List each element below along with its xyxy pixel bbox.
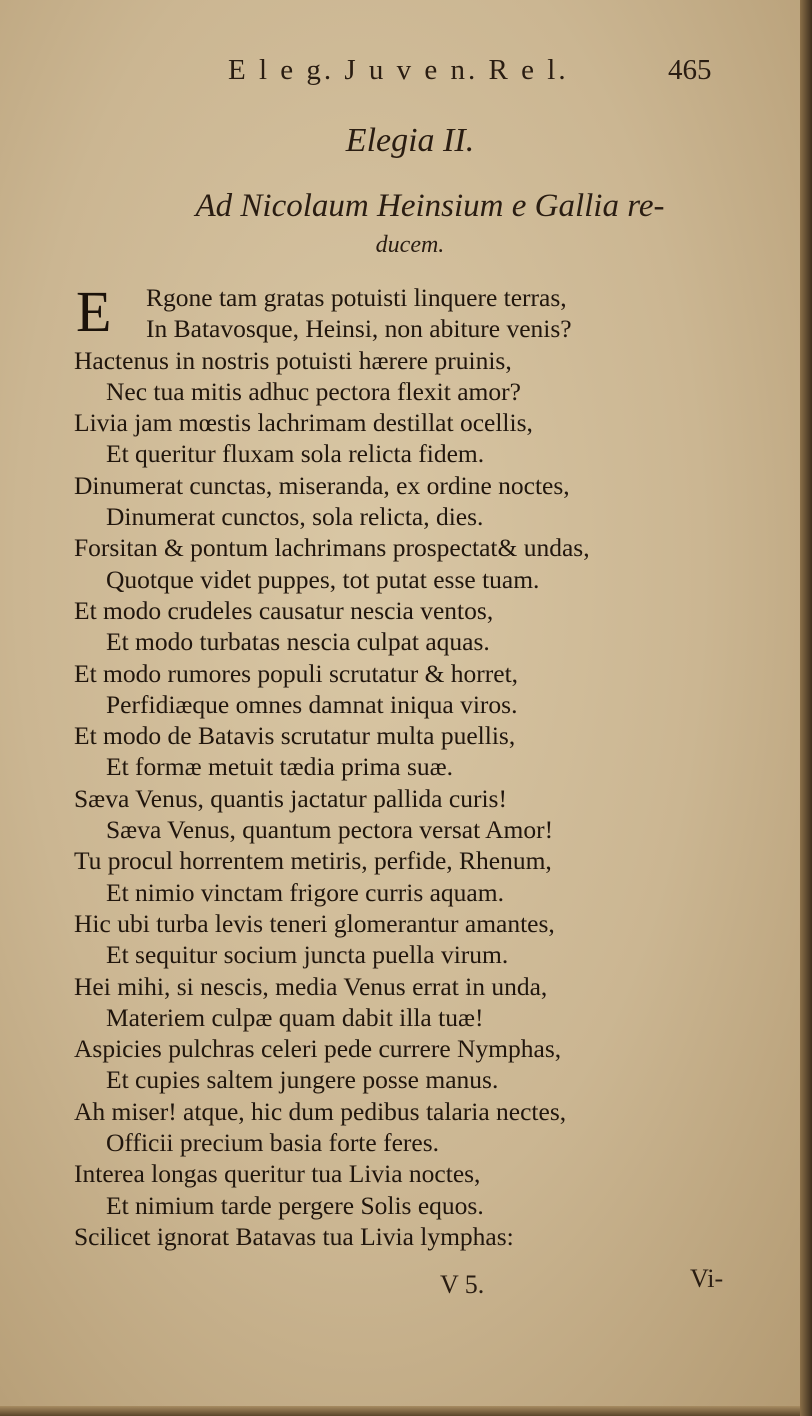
verse-line: Quotque videt puppes, tot putat esse tuam.	[106, 564, 540, 594]
verse-line: Hactenus in nostris potuisti hærere pruinis,	[74, 345, 512, 375]
elegy-title: Elegia II.	[345, 122, 475, 159]
signature-mark: V 5.	[440, 1270, 485, 1299]
verse-line: Dinumerat cunctos, sola relicta, dies.	[106, 502, 484, 532]
verse-line: Materiem culpæ quam dabit illa tuæ!	[106, 1002, 484, 1032]
verse-line: Et queritur fluxam sola relicta fidem.	[106, 439, 485, 469]
verse-line: Officii precium basia forte feres.	[106, 1128, 440, 1158]
verse-line: Et nimium tarde pergere Solis equos.	[106, 1190, 484, 1220]
poem-body	[74, 279, 754, 1252]
verse-line: Livia jam mœstis lachrimam destillat ocellis,	[74, 408, 533, 438]
verse-line: Ah miser! atque, hic dum pedibus talaria nectes,	[74, 1096, 567, 1126]
drop-capital: E	[76, 279, 112, 344]
verse-line: Et nimio vinctam frigore curris aquam.	[106, 877, 504, 907]
book-spine-edge	[800, 0, 812, 1416]
verse-line: Aspicies pulchras celeri pede currere Nymphas,	[74, 1034, 562, 1064]
verse-line: Rgone tam gratas potuisti linquere terras,	[146, 283, 567, 312]
page-footer	[0, 1264, 800, 1310]
verse-line: Nec tua mitis adhuc pectora flexit amor?	[106, 376, 521, 406]
verse-line: Hei mihi, si nescis, media Venus errat in unda,	[74, 971, 548, 1001]
verse-line: Interea longas queritur tua Livia noctes,	[74, 1159, 481, 1189]
verse-line: Et modo rumores populi scrutatur & horret,	[74, 658, 519, 688]
verse-line: Scilicet ignorat Batavas tua Livia lymphas:	[74, 1221, 514, 1251]
dedication-line-1: Ad Nicolaum Heinsium e Gallia re-	[195, 188, 665, 224]
page-bottom-edge	[0, 1406, 800, 1416]
verse-line: Et modo de Batavis scrutatur multa puellis,	[74, 721, 516, 751]
verse-line: Et modo crudeles causatur nescia ventos,	[74, 595, 494, 625]
page-header	[0, 52, 800, 92]
page-number: 465	[668, 54, 712, 86]
verse-line: Et formæ metuit tædia prima suæ.	[106, 752, 454, 782]
verse-line: Dinumerat cunctas, miseranda, ex ordine noctes,	[74, 470, 570, 500]
running-title: E l e g. J u v e n. R e l.	[228, 54, 569, 86]
verse-line: Perfidiæque omnes damnat iniqua viros.	[106, 689, 518, 719]
verse-line: Et modo turbatas nescia culpat aquas.	[106, 627, 490, 657]
catchword: Vi-	[690, 1264, 724, 1293]
verse-line: Et cupies saltem jungere posse manus.	[106, 1065, 499, 1095]
verse-line: Sæva Venus, quantis jactatur pallida curis!	[74, 783, 507, 813]
verse-line: Tu procul horrentem metiris, perfide, Rhenum,	[74, 846, 552, 876]
verse-line: Hic ubi turba levis teneri glomerantur amantes,	[74, 908, 555, 938]
dedication-line-2: ducem.	[375, 232, 445, 258]
verse-line: Forsitan & pontum lachrimans prospectat& undas,	[74, 533, 590, 563]
verse-line: Sæva Venus, quantum pectora versat Amor!	[106, 815, 554, 845]
verse-line: In Batavosque, Heinsi, non abiture venis?	[146, 314, 572, 344]
verse-line: Et sequitur socium juncta puella virum.	[106, 940, 509, 970]
